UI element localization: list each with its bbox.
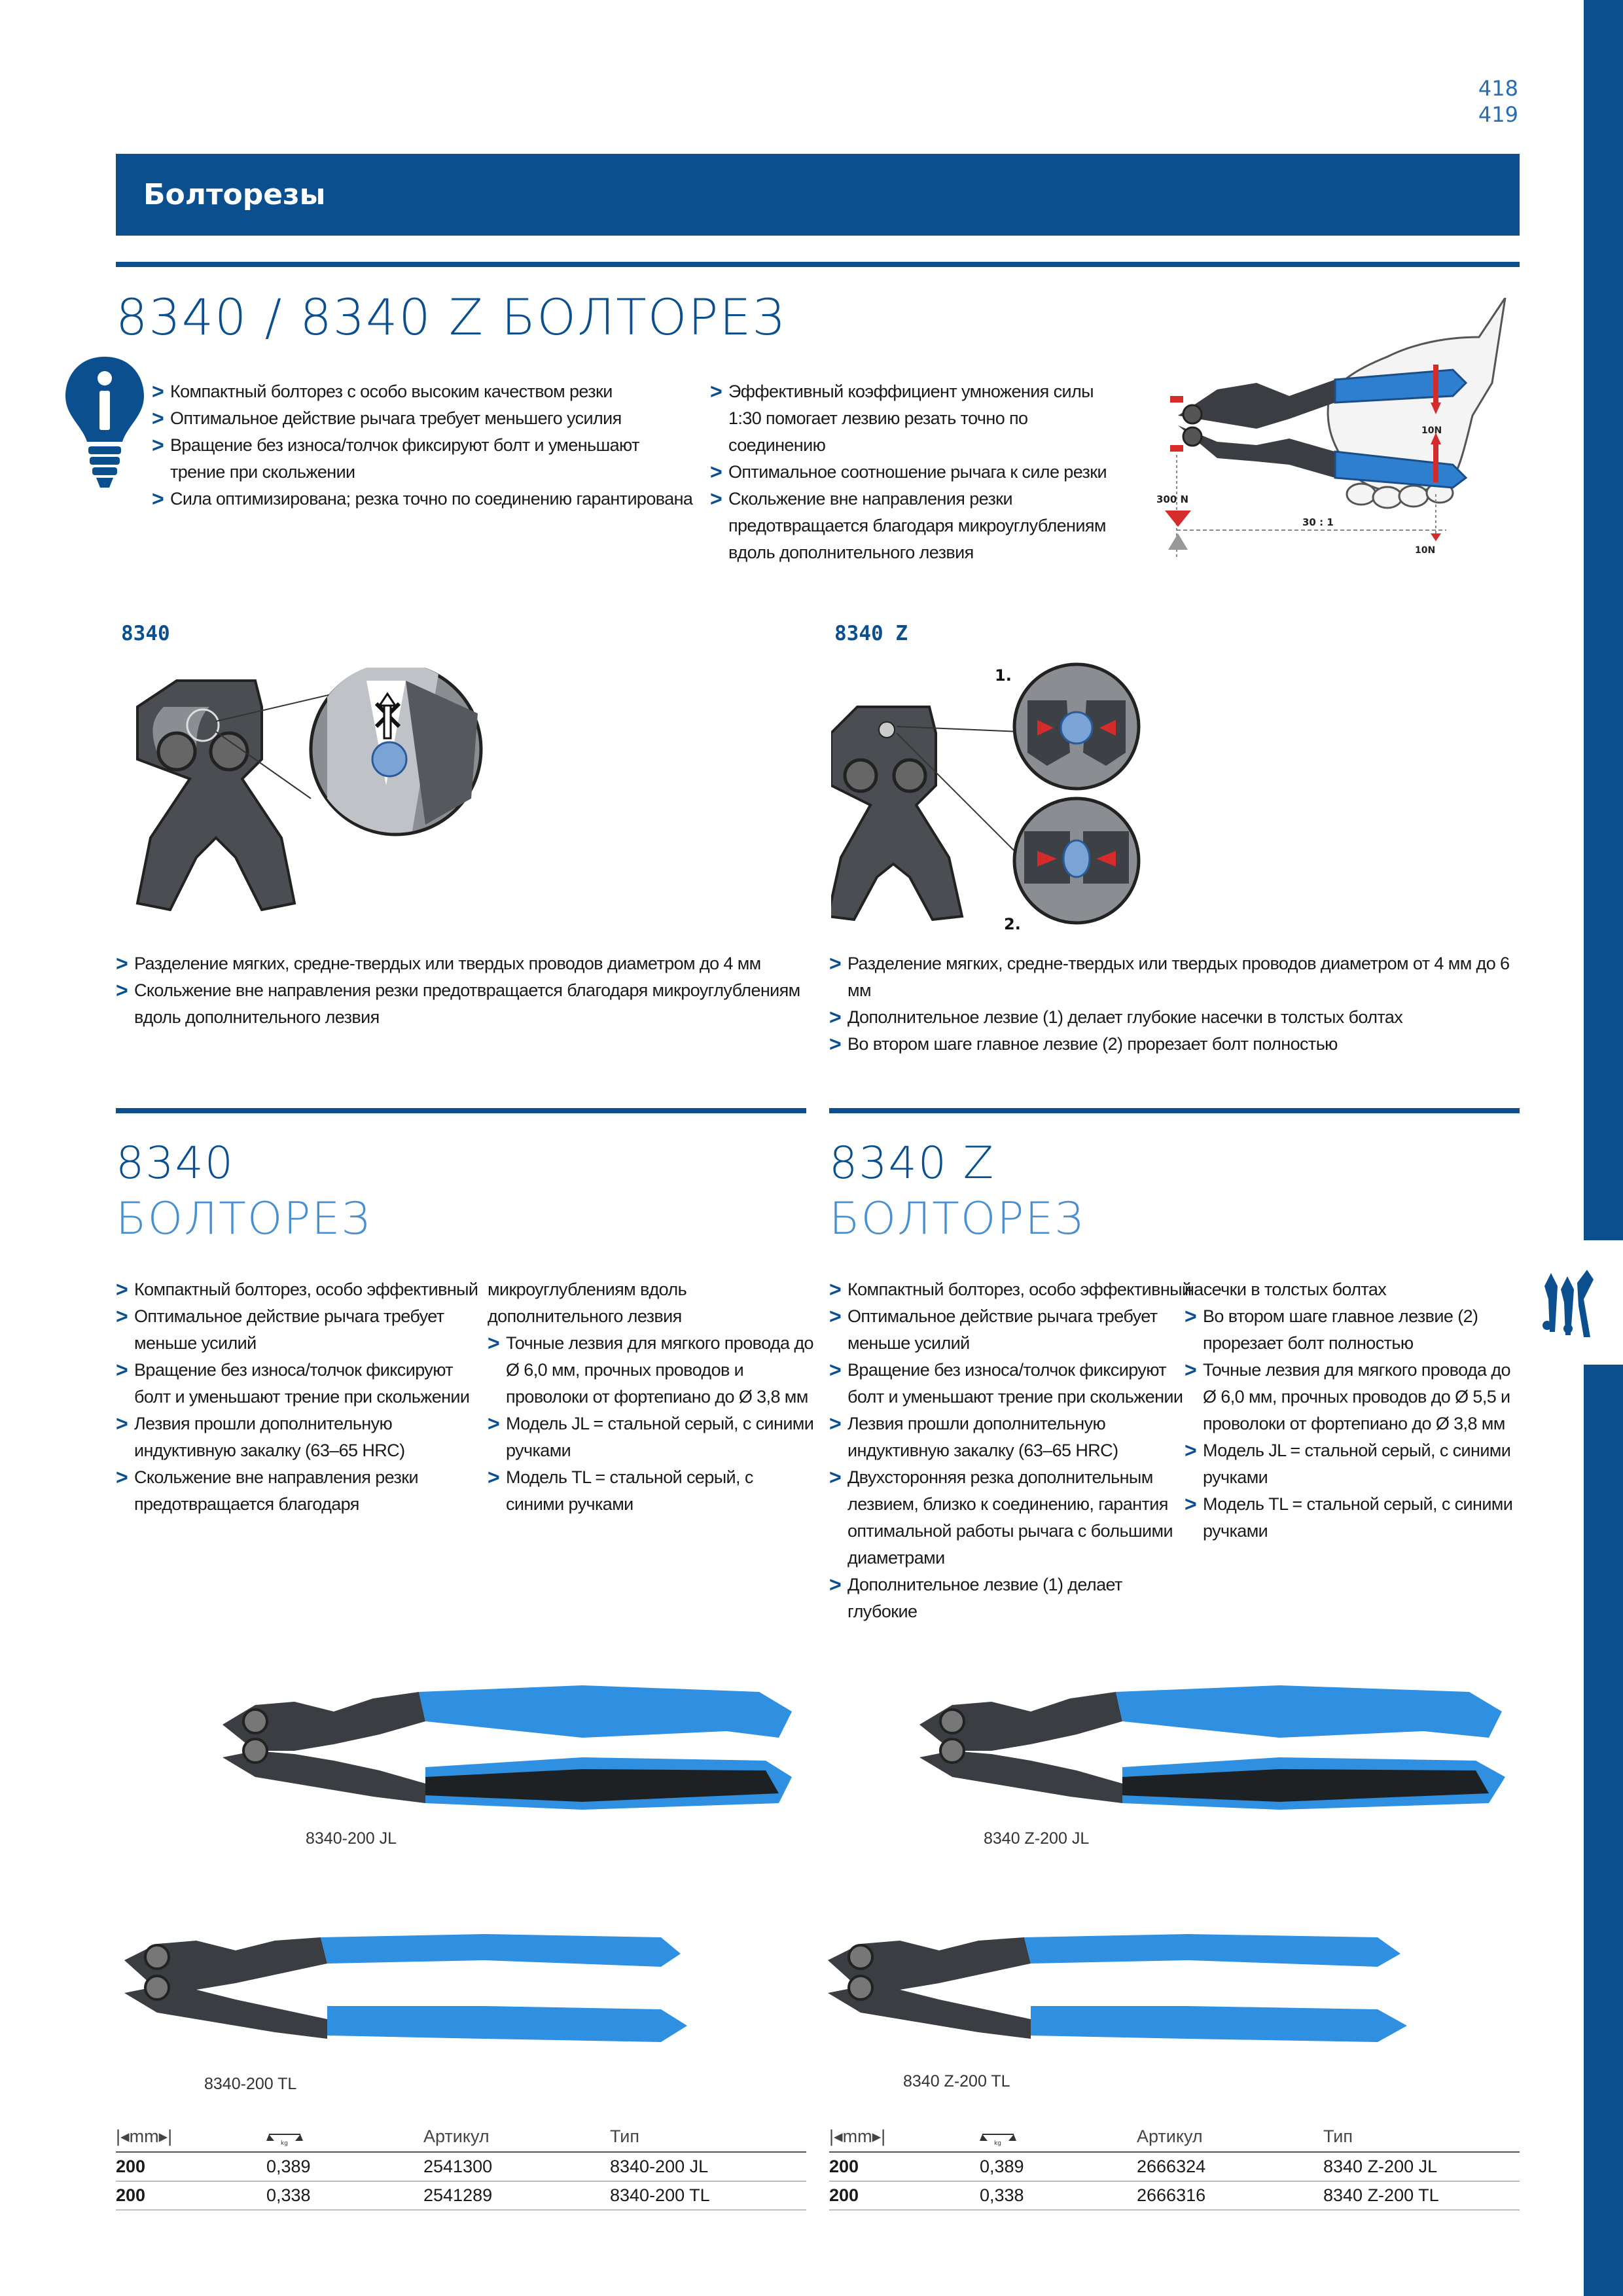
weight-column-header — [980, 2122, 1137, 2152]
force-top-label: 10N — [1421, 425, 1442, 436]
edge-bar-bottom — [1584, 1365, 1623, 2296]
list-item: > Скольжение вне направления резки предотвращается благодаря микроуглублениям вдоль дополнительного лезвия — [116, 977, 803, 1031]
product-left-name: БОЛТОРЕЗ — [116, 1193, 371, 1245]
detail-8340-bullets — [116, 950, 803, 1031]
article-column-header: Артикул — [423, 2122, 610, 2152]
product-image-8340z-200-tl — [821, 1928, 1410, 2045]
article-cell: 2666324 — [1137, 2152, 1323, 2181]
list-item: > Скольжение вне направления резки предотвращается благодаря — [116, 1464, 482, 1518]
scale-icon — [980, 2129, 1016, 2146]
svg-text:kg: kg — [994, 2140, 1001, 2146]
list-item: > Модель JL = стальной серый, с синими ручками — [488, 1410, 815, 1464]
article-cell: 2541300 — [423, 2152, 610, 2181]
article-cell: 2541289 — [423, 2181, 610, 2210]
list-item: > Дополнительное лезвие (1) делает глубокие насечки в толстых болтах — [829, 1004, 1523, 1031]
list-item: > Модель JL = стальной серый, с синими ручками — [1185, 1437, 1525, 1491]
list-item: > Точные лезвия для мягкого провода до Ø 6,0 мм, прочных проводов и проволоки от фортепиано до Ø 3,8 мм — [488, 1330, 815, 1410]
list-item: > Лезвия прошли дополнительную индуктивную закалку (63–65 HRC) — [829, 1410, 1196, 1464]
table-row — [829, 2152, 1520, 2181]
list-item: > Во втором шаге главное лезвие (2) прорезает болт полностью — [829, 1031, 1523, 1058]
weight-cell: 0,338 — [980, 2181, 1137, 2210]
length-cell: 200 — [116, 2152, 266, 2181]
list-item: > Оптимальное соотношение рычага к силе резки — [710, 459, 1129, 486]
product-right-name: БОЛТОРЕЗ — [829, 1193, 1084, 1245]
page-number-right: 419 — [1478, 102, 1518, 127]
list-item: > Эффективный коэффициент умножения силы 1:30 помогает лезвию резать точно по соединению — [710, 378, 1129, 459]
type-cell: 8340-200 TL — [610, 2181, 806, 2210]
type-cell: 8340-200 JL — [610, 2152, 806, 2181]
length-cell: 200 — [829, 2152, 980, 2181]
length-cell: 200 — [116, 2181, 266, 2210]
list-item: > Оптимальное действие рычага требует меньше усилий — [829, 1303, 1196, 1357]
image-caption: 8340-200 TL — [204, 2075, 297, 2093]
scale-icon — [266, 2129, 303, 2146]
list-item: > Во втором шаге главное лезвие (2) прорезает болт полностью — [1185, 1303, 1525, 1357]
product-right-rule — [829, 1108, 1520, 1113]
list-item: > Разделение мягких, средне-твердых или твердых проводов диаметром от 4 мм до 6 мм — [829, 950, 1523, 1004]
list-item: > Вращение без износа/толчок фиксируют болт и уменьшают трение при скольжении — [829, 1357, 1196, 1410]
image-caption: 8340-200 JL — [306, 1829, 397, 1848]
page-numbers — [1440, 75, 1518, 128]
product-left-code: 8340 — [116, 1138, 235, 1189]
type-column-header: Тип — [610, 2122, 806, 2152]
weight-column-header — [266, 2122, 423, 2152]
weight-cell: 0,389 — [266, 2152, 423, 2181]
length-arrow-icon: |◂ — [116, 2126, 130, 2146]
detail-label-8340z: 8340 Z — [834, 622, 908, 645]
table-row — [116, 2152, 806, 2181]
main-features-left — [152, 378, 695, 512]
table-header-row — [829, 2122, 1520, 2152]
article-column-header: Артикул — [1137, 2122, 1323, 2152]
product-image-8340z-200-jl — [913, 1685, 1512, 1816]
list-item: > Модель TL = стальной серый, с синими ручками — [1185, 1491, 1525, 1545]
list-item: > Оптимальное действие рычага требует меньшего усилия — [152, 405, 695, 432]
type-cell: 8340 Z-200 JL — [1323, 2152, 1520, 2181]
list-item: > Точные лезвия для мягкого провода до Ø 6,0 мм, прочных проводов до Ø 5,5 и проволоки от фортепиано до Ø 3,8 мм — [1185, 1357, 1525, 1437]
product-left-features-col1 — [116, 1276, 482, 1518]
spec-table-8340z — [829, 2122, 1520, 2210]
spec-table-8340 — [116, 2122, 806, 2210]
main-features-right — [710, 378, 1129, 566]
ratio-label: 30 : 1 — [1302, 516, 1334, 528]
type-column-header: Тип — [1323, 2122, 1520, 2152]
length-column-header: |◂mm▸| — [116, 2122, 266, 2152]
length-arrow-icon: |◂ — [829, 2126, 843, 2146]
list-item: > Оптимальное действие рычага требует меньше усилий — [116, 1303, 482, 1357]
list-item: > Компактный болторез, особо эффективный — [116, 1276, 482, 1303]
cutter-head-detail-8340z — [831, 655, 1198, 942]
lightbulb-info-icon — [62, 353, 147, 497]
product-right-features-col1 — [829, 1276, 1196, 1625]
product-image-8340-200-tl — [118, 1928, 687, 2045]
article-cell: 2666316 — [1137, 2181, 1323, 2210]
force-left-label: 300 N — [1156, 493, 1189, 505]
weight-cell: 0,389 — [980, 2152, 1137, 2181]
length-column-header: |◂mm▸| — [829, 2122, 980, 2152]
list-item: > Двухсторонняя резка дополнительным лезвием, близко к соединению, гарантия оптимальной работы рычага с большими диаметрами — [829, 1464, 1196, 1571]
list-item: > Компактный болторез с особо высоким качеством резки — [152, 378, 695, 405]
list-item: > Вращение без износа/толчок фиксируют болт и уменьшают трение при скольжении — [116, 1357, 482, 1410]
step-1-label: 1. — [995, 666, 1012, 685]
product-image-8340-200-jl — [216, 1685, 805, 1816]
table-row — [116, 2181, 806, 2210]
page-title: 8340 / 8340 Z БОЛТОРЕЗ — [116, 288, 785, 346]
list-item: > Дополнительное лезвие (1) делает глубокие — [829, 1571, 1196, 1625]
list-item: > Лезвия прошли дополнительную индуктивную закалку (63–65 HRC) — [116, 1410, 482, 1464]
pliers-category-icon — [1531, 1260, 1603, 1345]
force-bottom-label: 10N — [1415, 545, 1436, 556]
page-number-left: 418 — [1478, 76, 1518, 101]
list-item-continuation: микроуглублениям вдоль дополнительного лезвия — [488, 1280, 687, 1326]
table-row — [829, 2181, 1520, 2210]
list-item: > Модель TL = стальной серый, с синими ручками — [488, 1464, 815, 1518]
image-caption: 8340 Z-200 JL — [984, 1829, 1090, 1848]
cutter-head-detail-8340 — [131, 668, 497, 929]
detail-8340z-bullets — [829, 950, 1523, 1058]
section-header: Болторезы — [116, 154, 1520, 236]
list-item: > Вращение без износа/толчок фиксируют болт и уменьшают трение при скольжении — [152, 432, 695, 486]
product-right-features-col2 — [1185, 1276, 1525, 1545]
force-diagram — [1139, 298, 1518, 560]
type-cell: 8340 Z-200 TL — [1323, 2181, 1520, 2210]
title-rule — [116, 262, 1520, 267]
product-left-rule — [116, 1108, 806, 1113]
product-right-code: 8340 Z — [829, 1138, 995, 1189]
list-item: > Разделение мягких, средне-твердых или твердых проводов диаметром до 4 мм — [116, 950, 803, 977]
table-header-row — [116, 2122, 806, 2152]
length-cell: 200 — [829, 2181, 980, 2210]
list-item: > Компактный болторез, особо эффективный — [829, 1276, 1196, 1303]
edge-bar-top — [1584, 0, 1623, 1240]
list-item: > Скольжение вне направления резки предотвращается благодаря микроуглублениям вдоль дополнительного лезвия — [710, 486, 1129, 566]
list-item-continuation: насечки в толстых болтах — [1185, 1280, 1387, 1299]
image-caption: 8340 Z-200 TL — [903, 2072, 1010, 2090]
weight-cell: 0,338 — [266, 2181, 423, 2210]
list-item: > Сила оптимизирована; резка точно по соединению гарантирована — [152, 486, 695, 512]
product-left-features-col2 — [488, 1276, 815, 1518]
step-2-label: 2. — [1004, 915, 1021, 933]
detail-label-8340: 8340 — [121, 622, 170, 645]
svg-text:kg: kg — [281, 2140, 288, 2146]
